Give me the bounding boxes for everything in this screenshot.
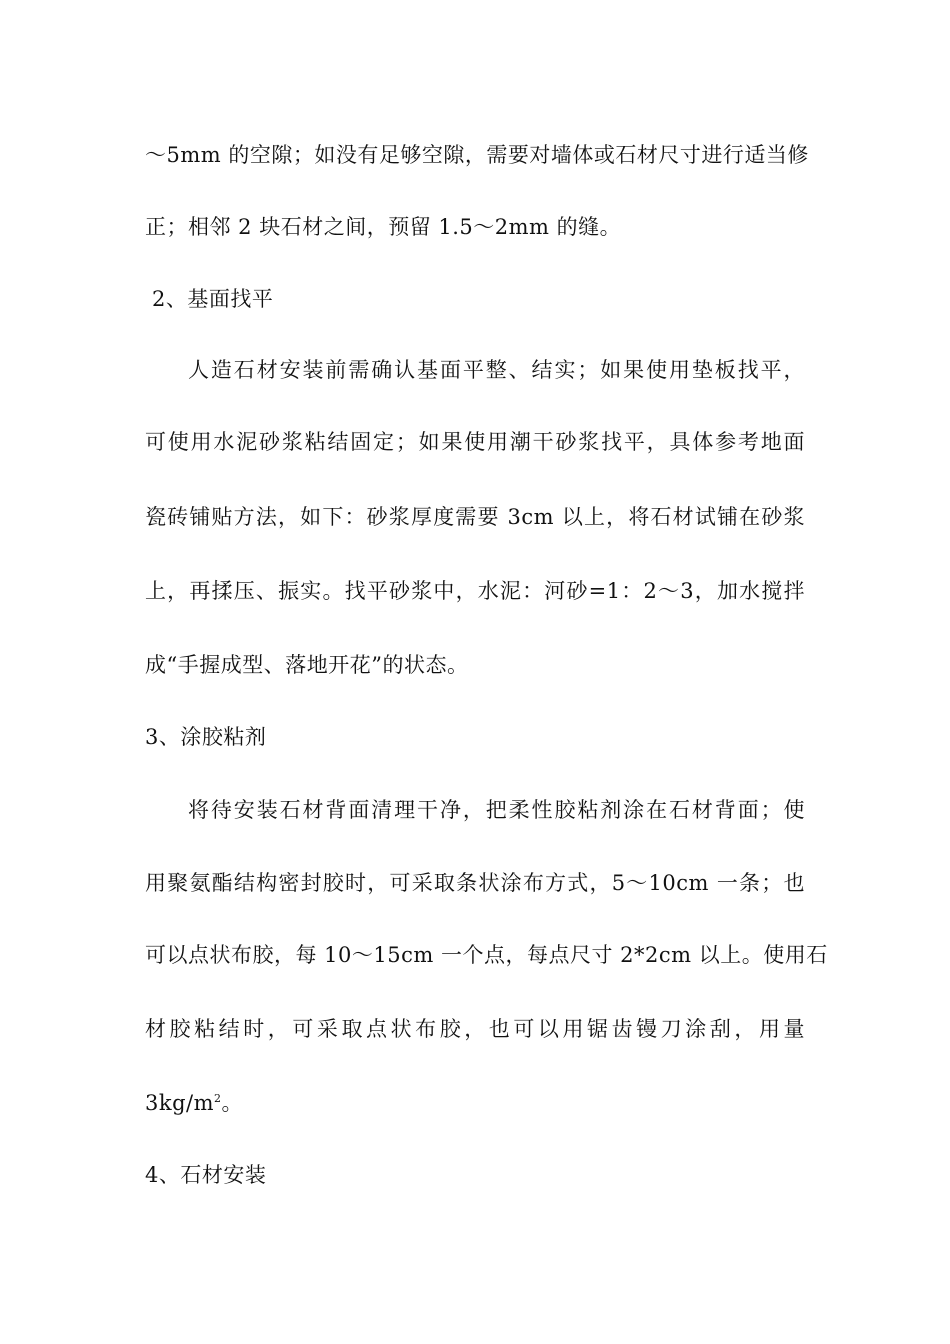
- paragraph-line: 成“手握成型、落地开花”的状态。: [145, 653, 469, 677]
- section-heading: 3、涂胶粘剂: [145, 725, 267, 749]
- paragraph-line: 瓷砖铺贴方法，如下：砂浆厚度需要 3cm 以上，将石材试铺在砂浆: [145, 505, 805, 529]
- paragraph-line: 用聚氨酯结构密封胶时，可采取条状涂布方式，5～10cm 一条；也: [145, 871, 805, 895]
- unit-text: 3kg/m: [145, 1091, 215, 1115]
- paragraph-line: 将待安装石材背面清理干净，把柔性胶粘剂涂在石材背面；使: [188, 798, 805, 822]
- paragraph-line: 可以点状布胶，每 10～15cm 一个点，每点尺寸 2*2cm 以上。使用石: [145, 943, 828, 967]
- paragraph-line: 人造石材安装前需确认基面平整、结实；如果使用垫板找平，: [188, 358, 805, 382]
- section-heading: 2、基面找平: [152, 287, 274, 311]
- punctuation: 。: [221, 1091, 244, 1115]
- section-heading: 4、石材安装: [145, 1163, 267, 1187]
- paragraph-line: 上，再揉压、振实。找平砂浆中，水泥：河砂=1：2～3，加水搅拌: [145, 579, 805, 603]
- paragraph-line: 可使用水泥砂浆粘结固定；如果使用潮干砂浆找平，具体参考地面: [145, 430, 805, 454]
- paragraph-line: 材胶粘结时，可采取点状布胶，也可以用锯齿镘刀涂刮，用量: [145, 1017, 805, 1041]
- paragraph-line: 正；相邻 2 块石材之间，预留 1.5～2mm 的缝。: [145, 215, 622, 239]
- paragraph-line: [145, 1088, 805, 1118]
- superscript: 2: [214, 1092, 222, 1105]
- paragraph-line: ～5mm 的空隙；如没有足够空隙，需要对墙体或石材尺寸进行适当修: [145, 143, 809, 167]
